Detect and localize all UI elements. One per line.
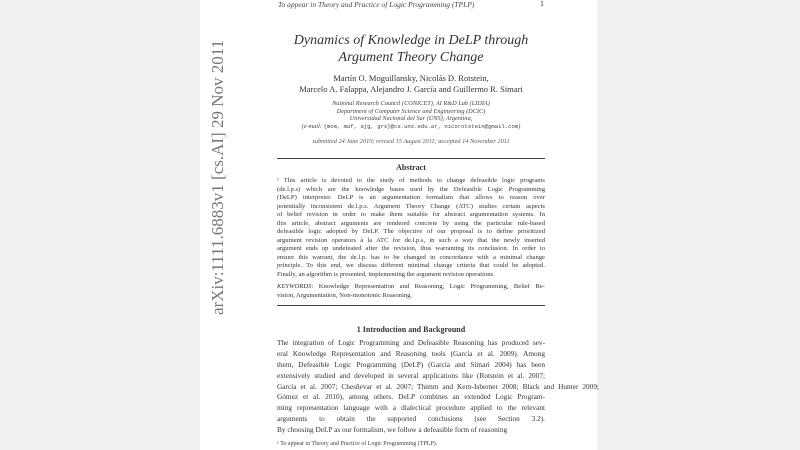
email-addresses: {mom, maf, ajg, grs}@cs.uns.edu.ar, nicorotstein@gmail.com [323, 122, 519, 130]
email-prefix: (e-mail: [301, 122, 324, 130]
text-line: them, Defeasible Logic Programming (DeLP) (García and Simari 2004) has been [277, 359, 545, 369]
running-head: To appear in Theory and Practice of Logic Programming (TPLP) [278, 0, 475, 9]
affiliation-line: National Research Council (CONICET), AI R&D Lab (LIDIA) [332, 100, 490, 107]
page-number: 1 [540, 0, 544, 8]
text-line: (DeLP) interpreter. DeLP is an argumentation formalism that allows to reason over [277, 194, 545, 201]
submission-dates: submitted 24 June 2010; revised 15 August 2011; accepted 14 November 2011 [312, 138, 510, 145]
email-suffix: ) [518, 122, 521, 130]
paper-title [270, 32, 552, 66]
text-line: argument ends up undefeated after the revision, thus warranting its conclusion. In order to [277, 245, 545, 252]
keywords [277, 283, 545, 301]
text-line: Gómez et al. 2010), among others. DeLP combines an extended Logic Program- [277, 392, 545, 402]
text-line: ensure this warrant, the de.l.p. has to be changed in concordance with a minimal change [277, 253, 545, 261]
text-line: arguments to obtain the supported conclusions (see Section 3.2). [277, 414, 545, 424]
title-line: Dynamics of Knowledge in DeLP through [293, 33, 529, 48]
text-line: Finally, an algorithm is presented, implementing the argument revision operations. [277, 270, 495, 278]
abstract-body [277, 177, 545, 279]
text-line: ¹ This article is devoted to the study of methods to change defeasible logic programs [277, 177, 545, 184]
text-line: (de.l.p.s) which are the knowledge bases used by the Defeasible Logic Programming [277, 185, 545, 193]
affiliation-line: Universidad Nacional del Sur (UNS), Argentina, [349, 115, 473, 122]
bottom-rule [277, 305, 545, 306]
author-line: Martín O. Moguillansky, Nicolás D. Rotstein, [333, 73, 489, 83]
text-line: argument revision operators à la ATC for de.l.p.s, in such a way that the newly inserted [277, 236, 545, 244]
top-rule [277, 158, 545, 159]
affiliation [260, 100, 562, 130]
affiliation-line: Department of Computer Science and Engineering (DCIC) [336, 107, 486, 115]
text-line: extensively studied and developed in several applications like (Rotstein et al. 2007; [277, 370, 545, 380]
authors [270, 73, 552, 95]
arxiv-stamp: arXiv:1111.6883v1 [cs.AI] 29 Nov 2011 [208, 39, 227, 315]
keywords-text: vision, Argumentation, Non-monotonic Reasoning. [277, 291, 413, 299]
text-line: this article, abstract arguments are rendered concrete by using the particular rule-based [277, 219, 545, 227]
text-line: potentially inconsistent de.l.p.s. Argument Theory Change (ATC) studies certain aspects [277, 202, 545, 210]
text-line: eral Knowledge Representation and Reasoning tools (García et al. 2009). Among [277, 348, 545, 358]
title-line: Argument Theory Change [338, 50, 484, 65]
section-heading: 1 Introduction and Background [356, 325, 466, 334]
footnote: ¹ To appear in Theory and Practice of Logic Programming (TPLP). [277, 441, 438, 447]
text-line: The integration of Logic Programming and Defeasible Reasoning has produced sev- [277, 338, 545, 347]
text-line: defeasible logic adopted by DeLP. The objective of our proposal is to define prioritized [277, 228, 545, 235]
text-line: By choosing DeLP as our formalism, we follow a defeasible form of reasoning [277, 425, 508, 435]
keywords-label: KEYWORDS [277, 283, 312, 290]
text-line: ming representation language with a dialectical procedure applied to the relevant [277, 403, 545, 413]
intro-body [277, 338, 599, 436]
text-line: of belief revision in order to make them suitable for abstract argumentation systems. In [277, 211, 545, 218]
keywords-text: : Knowledge Representation and Reasoning, Logic Programming, Belief Re- [311, 283, 545, 290]
text-line: García et al. 2007; Chesñevar et al. 2007; Thimm and Kern-Isberner 2008; Black and Hunter 2009; [277, 381, 599, 391]
abstract-heading: Abstract [396, 163, 426, 172]
author-line: Marcelo A. Falappa, Alejandro J. García and Guillermo R. Simari [299, 84, 523, 94]
text-line: principle. To this end, we discuss different minimal change criteria that could be adopted. [277, 262, 545, 269]
